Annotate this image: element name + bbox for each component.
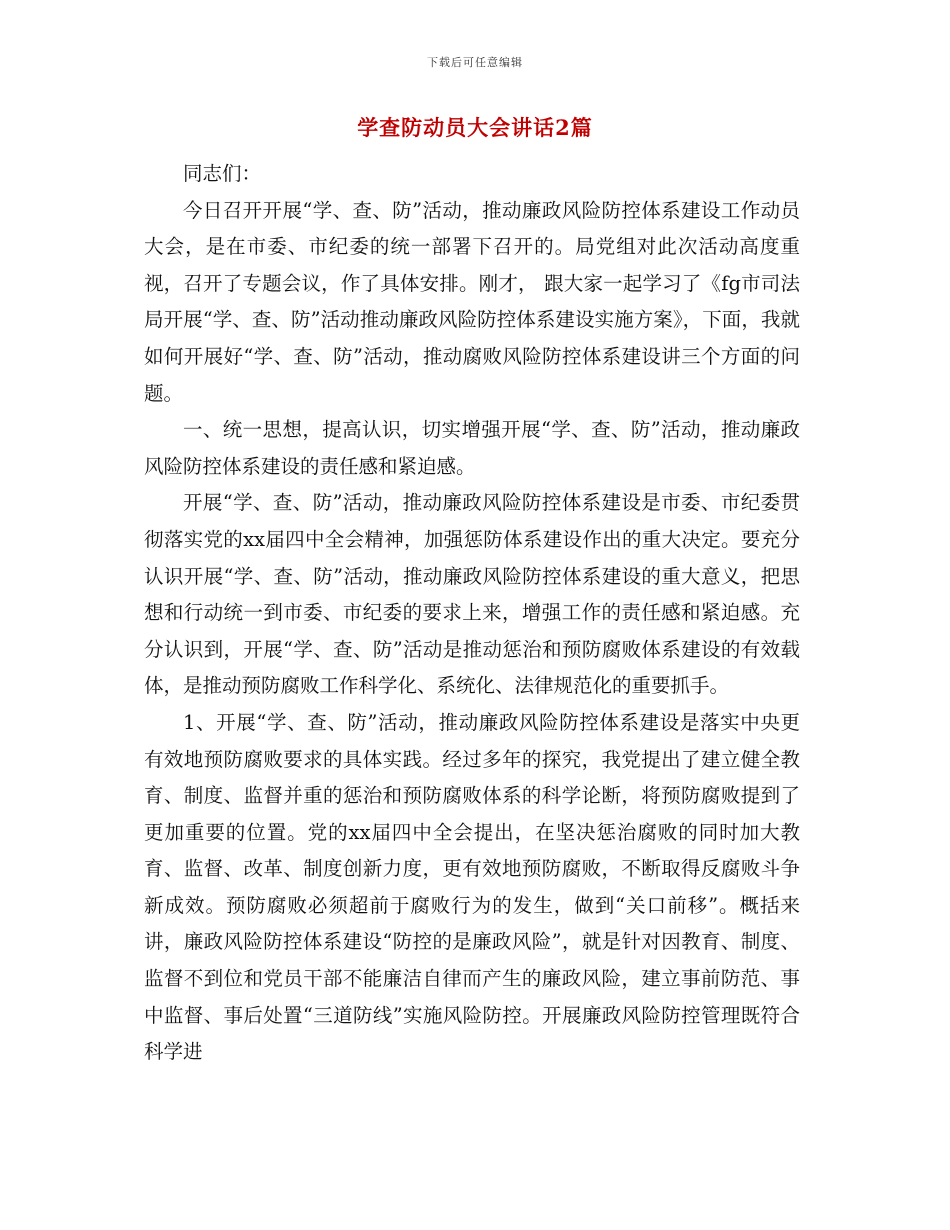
paragraph-point-1: 1、开展“学、查、防”活动，推动廉政风险防控体系建设是落实中央更有效地预防腐败要求的具体实践。经过多年的探究，我党提出了建立健全教育、制度、监督并重的惩治和预防腐败体系的科学论断，将预防腐败提到了更加重要的位置。党的xx届四中全会提出，在坚决惩治腐败的同时加大教育、监督、改革、制度创新力度，更有效地预防腐败，不断取得反腐败斗争新成效。预防腐败必须超前于腐败行为的发生，做到“关口前移”。概括来讲，廉政风险防控体系建设“防控的是廉政风险”，就是针对因教育、制度、监督不到位和党员干部不能廉洁自律而产生的廉政风险，建立事前防范、事中监督、事后处置“三道防线”实施风险防控。开展廉政风险防控管理既符合科学进 [144,710,800,1064]
document-title: 学查防动员大会讲话2篇 [357,115,593,140]
paragraph-section-heading: 一、统一思想，提高认识，切实增强开展“学、查、防”活动，推动廉政风险防控体系建设的责任感和紧迫感。 [144,418,800,478]
salutation: 同志们： [183,162,262,185]
header-note: 下载后可任意编辑 [427,56,523,69]
paragraph-significance: 开展“学、查、防”活动，推动廉政风险防控体系建设是市委、市纪委贯彻落实党的xx届四中全会精神，加强惩防体系建设作出的重大决定。要充分认识开展“学、查、防”活动，推动廉政风险防控体系建设的重大意义，把思想和行动统一到市委、市纪委的要求上来，增强工作的责任感和紧迫感。充分认识到，开展“学、查、防”活动是推动惩治和预防腐败体系建设的有效载体，是推动预防腐败工作科学化、系统化、法律规范化的重要抓手。 [144,491,800,698]
document-body [144,156,800,1071]
paragraph-intro: 今日召开开展“学、查、防”活动，推动廉政风险防控体系建设工作动员大会，是在市委、市纪委的统一部署下召开的。局党组对此次活动高度重视，召开了专题会议，作了具体安排。刚才， 跟大家一起学习了《fg市司法局开展“学、查、防”活动推动廉政风险防控体系建设实施方案》，下面，我就如何开展好“学、查、防”活动，推动腐败风险防控体系建设讲三个方面的问题。 [144,198,800,405]
